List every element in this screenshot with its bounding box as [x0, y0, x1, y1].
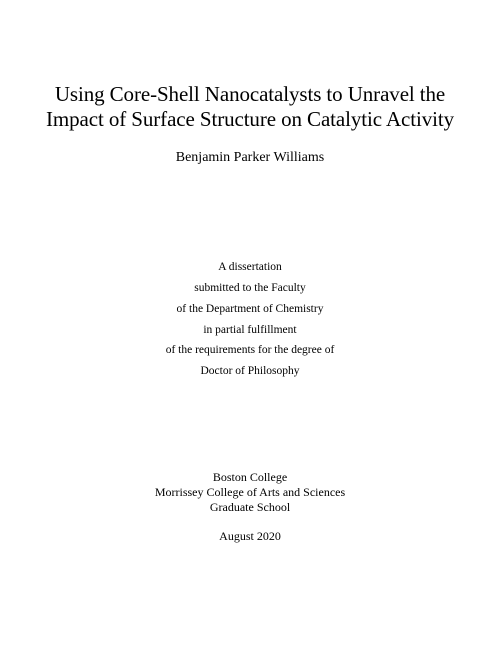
statement-line-4: in partial fulfillment — [203, 324, 297, 336]
institution-line-3: Graduate School — [209, 500, 291, 514]
author-name: Benjamin Parker Williams — [175, 150, 325, 165]
title-line-2: Impact of Surface Structure on Catalytic Activity — [46, 107, 454, 131]
statement-line-3: of the Department of Chemistry — [176, 303, 324, 315]
statement-line-6: Doctor of Philosophy — [200, 365, 300, 377]
title-line-1: Using Core-Shell Nanocatalysts to Unravel the — [54, 82, 446, 106]
institution-line-1: Boston College — [212, 470, 288, 484]
submission-date: August 2020 — [219, 529, 281, 543]
statement-line-2: submitted to the Faculty — [194, 282, 306, 294]
institution-line-2: Morrissey College of Arts and Sciences — [154, 485, 346, 499]
statement-line-1: A dissertation — [218, 261, 282, 273]
statement-line-5: of the requirements for the degree of — [165, 344, 335, 356]
